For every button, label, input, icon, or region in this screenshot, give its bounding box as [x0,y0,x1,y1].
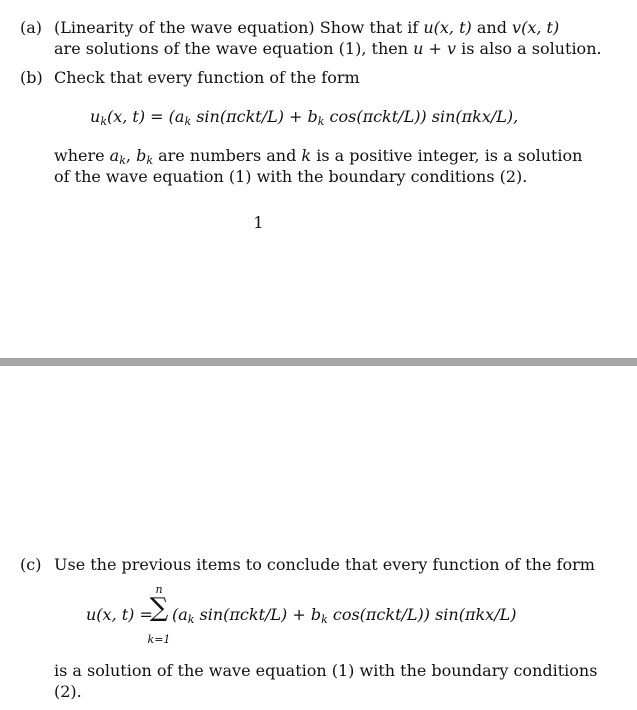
sum-upper-limit: n [155,583,163,596]
item-b-where-line: where $a_k$, $b_k$ are numbers and k is a positive integer, is a solution [54,146,583,167]
page-number: 1 [253,213,264,232]
item-c-line-2: (2). [54,682,82,701]
item-a-line-1: (Linearity of the wave equation) Show that if u(x, t) and v(x, t) [54,18,560,37]
sum-lower-limit: k=1 [147,633,171,646]
item-b-label: (b) [20,68,43,87]
item-c-label: (c) [20,555,42,574]
page-2 [0,366,637,710]
page-separator [0,358,637,366]
item-a-label: (a) [20,18,43,37]
item-c-line-1: is a solution of the wave equation (1) with the boundary conditions [54,661,598,680]
item-c-equation-rhs: ($a_k$ $\sin(\pi ckt/L) + b_k$ cos(πckt/L)) sin(πkx/L) [172,605,517,626]
item-a-line-2: are solutions of the wave equation (1), then u + v is also a solution. [54,39,602,58]
item-b-line-2: of the wave equation (1) with the boundary conditions (2). [54,167,528,186]
item-c-equation-lhs: u(x, t) = [86,605,153,624]
summation-symbol: n ∑ k=1 [148,595,170,621]
item-b-intro: Check that every function of the form [54,68,360,87]
item-b-equation: $u_k(x$, $t) = (a_k$ $\sin(\pi ckt/L) + b_k$ cos(πckt/L)) sin(πkx/L), [90,107,519,128]
item-c-intro: Use the previous items to conclude that every function of the form [54,555,595,574]
